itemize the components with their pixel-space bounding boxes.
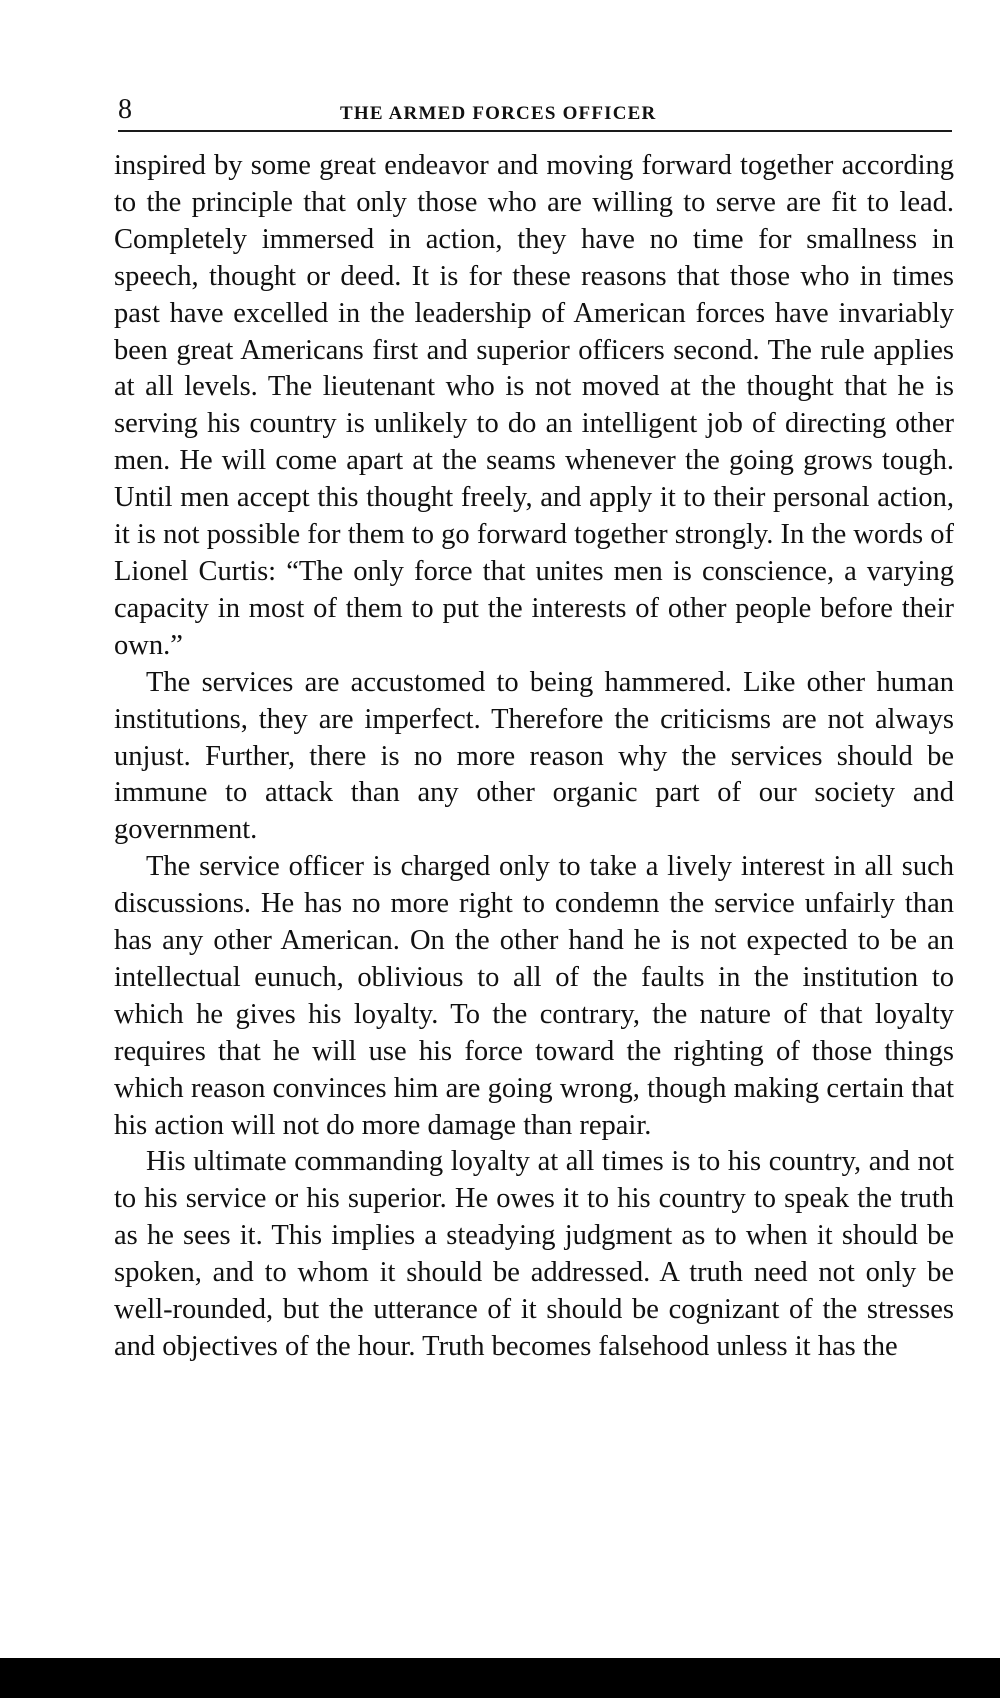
- paragraph-3: The service officer is charged only to take a lively interest in all such discussions. He has no more right to condemn the service unfairly than has any other American. On the other hand he is not expected to be an intellectual eunuch, oblivious to all of the faults in the institution to which he gives his loyalty. To the contrary, the nature of that loyalty requires that he will use his force toward the righting of those things which reason convinces him are going wrong, though making certain that his action will not do more damage than repair.: [114, 851, 954, 1141]
- paragraph-4: His ultimate commanding loyalty at all times is to his country, and not to his service or his superior. He owes it to his country to speak the truth as he sees it. This implies a steadying judgment as to when it should be spoken, and to whom it should be addressed. A truth need not only be well-rounded, but the utterance of it should be cognizant of the stresses and objectives of the hour. Truth becomes falsehood unless it has the: [114, 1146, 954, 1362]
- body-text: [114, 148, 954, 1366]
- scan-edge-bar: [0, 1658, 1000, 1698]
- paragraph-1: inspired by some great endeavor and moving forward together according to the principle that only those who are willing to serve are fit to lead. Completely immersed in action, they have no time for smallness in speech, thought or deed. It is for these reasons that those who in times past have excelled in the leadership of American forces have invariably been great Americans first and superior officers second. The rule applies at all levels. The lieutenant who is not moved at the thought that he is serving his country is unlikely to do an intelligent job of directing other men. He will come apart at the seams whenever the going grows tough. Until men accept this thought freely, and apply it to their personal action, it is not possible for them to go forward together strongly. In the words of Lionel Curtis: “The only force that unites men is conscience, a varying capacity in most of them to put the interests of other people before their own.”: [114, 150, 954, 661]
- running-head-title: THE ARMED FORCES OFFICER: [340, 103, 657, 124]
- paragraph-2: The services are accustomed to being hammered. Like other human institutions, they are imperfect. Therefore the criticisms are not always unjust. Further, there is no more reason why the services should be immune to attack than any other organic part of our society and government.: [114, 666, 954, 846]
- running-head: [118, 96, 952, 132]
- page-number: 8: [118, 94, 132, 125]
